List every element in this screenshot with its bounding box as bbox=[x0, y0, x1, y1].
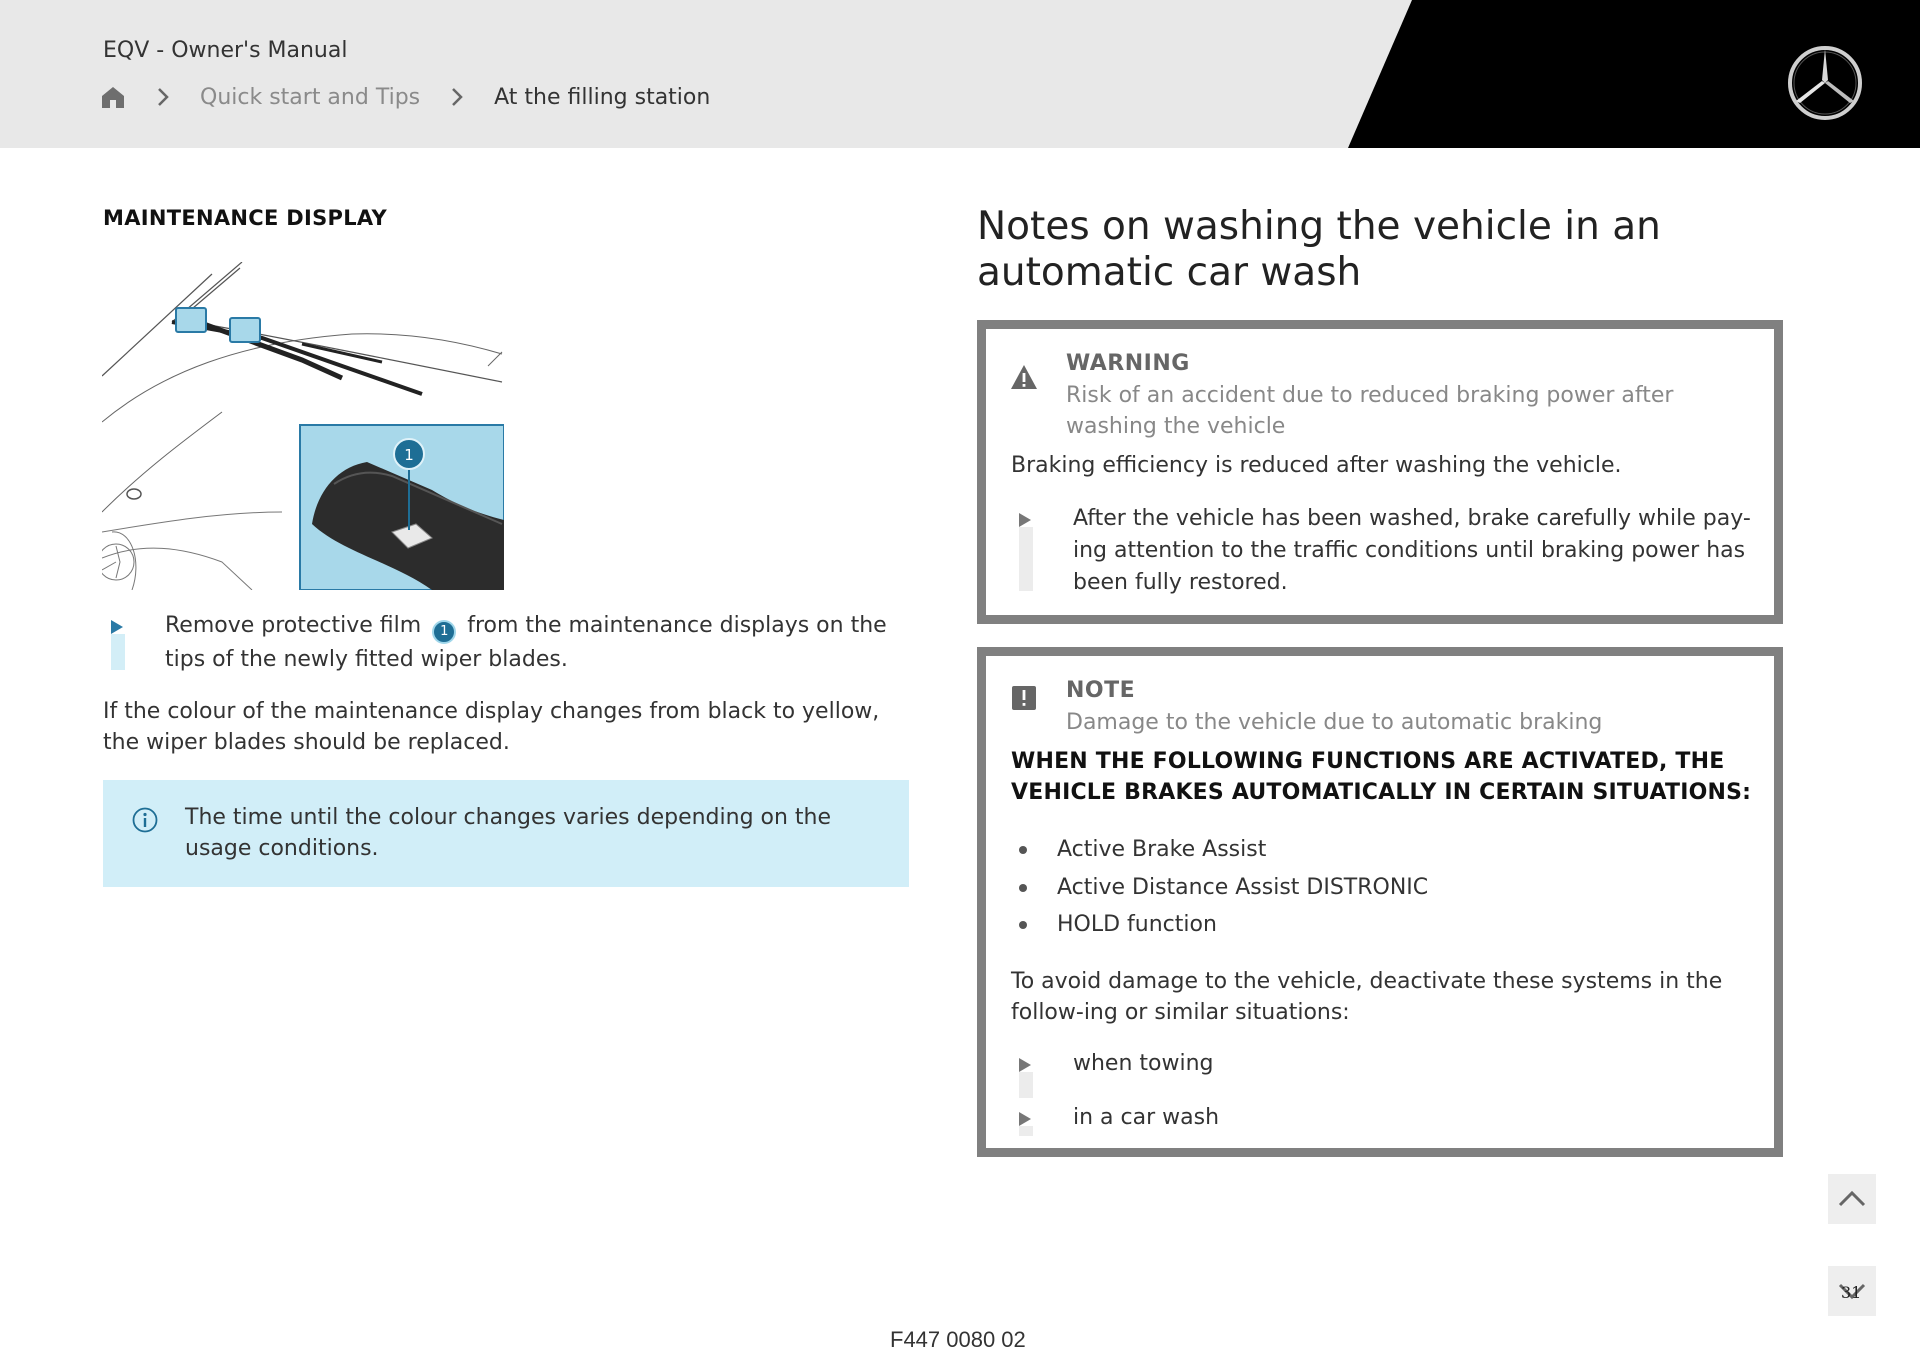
note-bold-statement: WHEN THE FOLLOWING FUNCTIONS ARE ACTIVATED, THE VEHICLE BRAKES AUTOMATICALLY IN CERTAIN SITUATIONS: bbox=[1011, 749, 1752, 805]
wiper-blade-illustration bbox=[102, 262, 504, 590]
note-step-text: when towing bbox=[1073, 1051, 1214, 1076]
warning-paragraph: Braking efficiency is reduced after washing the vehicle. bbox=[1011, 453, 1622, 478]
warning-box bbox=[977, 320, 1783, 624]
note-subtitle: Damage to the vehicle due to automatic braking bbox=[1066, 710, 1603, 735]
callout-badge: 1 bbox=[432, 620, 456, 644]
warning-subtitle: Risk of an accident due to reduced braking power after washing the vehicle bbox=[1066, 383, 1674, 439]
note-label: NOTE bbox=[1066, 678, 1136, 703]
breadcrumb bbox=[100, 80, 710, 114]
instruction-step bbox=[103, 610, 903, 676]
note-bullet-list bbox=[1011, 831, 1428, 944]
chevron-up-icon bbox=[1836, 1183, 1868, 1215]
breadcrumb-item-quick-start[interactable]: Quick start and Tips bbox=[200, 84, 421, 110]
warning-triangle-icon bbox=[1010, 363, 1038, 391]
note-step bbox=[1011, 1102, 1771, 1134]
step-marker bbox=[1011, 503, 1025, 599]
three-pointed-star-logo bbox=[1786, 44, 1864, 122]
note-step-text: in a car wash bbox=[1073, 1105, 1220, 1130]
section-title: MAINTENANCE DISPLAY bbox=[103, 206, 387, 230]
step-marker bbox=[103, 610, 117, 676]
list-item: Active Brake Assist bbox=[1011, 831, 1428, 869]
page-heading: Notes on washing the vehicle in an automatic car wash bbox=[977, 204, 1661, 295]
note-paragraph: To avoid damage to the vehicle, deactivate these systems in the follow-ing or similar situations: bbox=[1011, 969, 1723, 1025]
chevron-right-icon bbox=[156, 86, 170, 108]
info-icon bbox=[131, 806, 159, 834]
header-black-panel bbox=[0, 0, 1920, 148]
warning-step bbox=[1011, 503, 1771, 599]
info-box bbox=[103, 780, 909, 887]
page-number: 31 bbox=[1841, 1283, 1862, 1302]
step-text-before: Remove protective film bbox=[165, 613, 422, 638]
warning-label: WARNING bbox=[1066, 351, 1190, 376]
figure-callout-number: 1 bbox=[404, 446, 414, 464]
scroll-up-button[interactable] bbox=[1828, 1174, 1876, 1224]
note-step bbox=[1011, 1048, 1771, 1080]
step-text-after: from the maintenance displays on the tips of the newly fitted wiper blades. bbox=[165, 613, 887, 672]
warning-step-text: After the vehicle has been washed, brake carefully while pay-ing attention to the traffic conditions until braking power has been fully restored. bbox=[1073, 506, 1751, 595]
step-marker bbox=[1011, 1048, 1025, 1080]
header-band bbox=[0, 0, 1920, 148]
breadcrumb-item-current: At the filling station bbox=[494, 84, 711, 110]
list-item: Active Distance Assist DISTRONIC bbox=[1011, 869, 1428, 907]
footer-code: F447 0080 02 bbox=[890, 1327, 1026, 1352]
step-text bbox=[165, 610, 903, 676]
exclamation-square-icon bbox=[1010, 684, 1038, 712]
note-box bbox=[977, 647, 1783, 1157]
chevron-right-icon bbox=[450, 86, 464, 108]
list-item: HOLD function bbox=[1011, 906, 1428, 944]
maintenance-paragraph: If the colour of the maintenance display changes from black to yellow, the wiper blades should be replaced. bbox=[103, 699, 880, 755]
step-marker bbox=[1011, 1102, 1025, 1134]
info-text: The time until the colour changes varies depending on the usage conditions. bbox=[185, 805, 832, 861]
document-title: EQV - Owner's Manual bbox=[103, 38, 348, 63]
home-icon[interactable] bbox=[100, 84, 126, 110]
